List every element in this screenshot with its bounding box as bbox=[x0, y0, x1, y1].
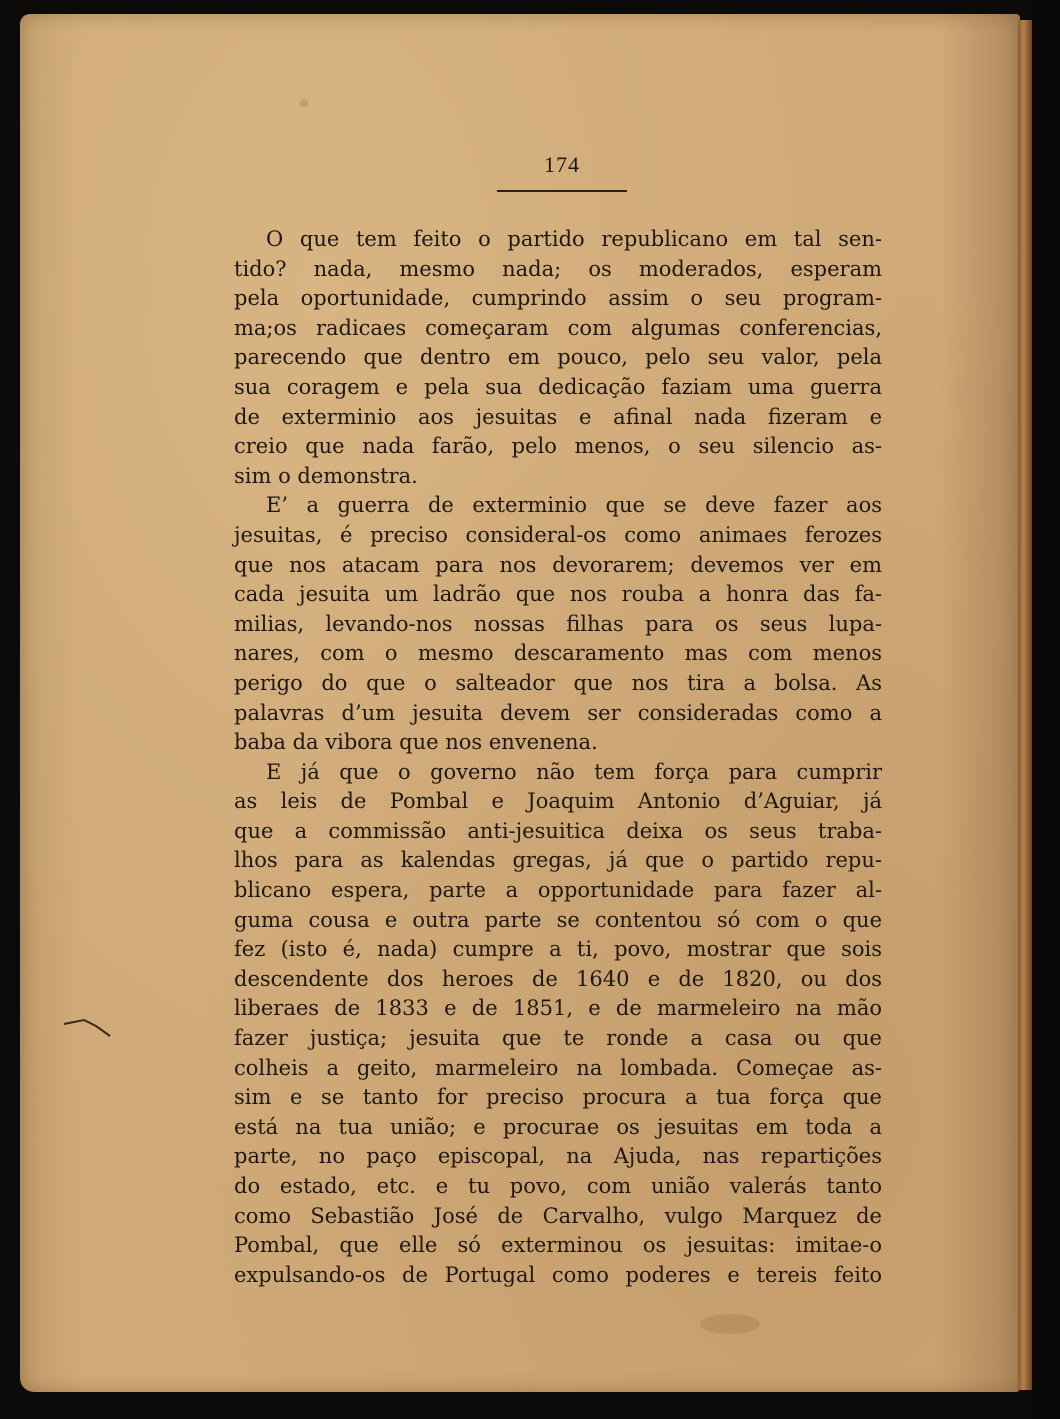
text-line: O que tem feito o partido republicano em tal sen- bbox=[266, 227, 882, 251]
book-spine bbox=[1018, 20, 1032, 1390]
body-text bbox=[234, 225, 882, 1290]
text-line: E’ a guerra de exterminio que se deve fazer aos bbox=[266, 493, 882, 518]
text-line: cada jesuita um ladrão que nos rouba a honra das fa- bbox=[234, 582, 882, 607]
text-line: baba da vibora que nos envenena. bbox=[234, 730, 598, 755]
text-line: descendente dos heroes de 1640 e de 1820, ou dos bbox=[234, 966, 882, 991]
text-line: creio que nada farão, pelo menos, o seu silencio as- bbox=[234, 434, 882, 459]
text-line: milias, levando-nos nossas filhas para os seus lupa- bbox=[234, 611, 882, 636]
text-line: fez (isto é, nada) cumpre a ti, povo, mostrar que sois bbox=[234, 937, 882, 962]
text-line: parte, no paço episcopal, na Ajuda, nas repartições bbox=[234, 1144, 882, 1169]
text-line: do estado, etc. e tu povo, com união valerás tanto bbox=[234, 1174, 882, 1198]
text-line: lhos para as kalendas gregas, já que o partido repu- bbox=[234, 848, 882, 873]
text-line: como Sebastião José de Carvalho, vulgo Marquez de bbox=[234, 1203, 882, 1228]
text-line: guma cousa e outra parte se contentou só com o que bbox=[234, 907, 882, 932]
margin-pencil-mark bbox=[62, 1012, 112, 1042]
header-rule bbox=[497, 190, 627, 192]
text-line: que a commissão anti-jesuitica deixa os seus traba- bbox=[234, 818, 882, 843]
text-line: que nos atacam para nos devorarem; devemos ver em bbox=[234, 552, 882, 577]
text-line: de exterminio aos jesuitas e afinal nada fizeram e bbox=[234, 404, 882, 429]
text-line: jesuitas, é preciso consideral-os como animaes ferozes bbox=[234, 522, 882, 547]
text-line: expulsando-os de Portugal como poderes e tereis feito bbox=[234, 1262, 882, 1287]
text-line: ma;os radicaes começaram com algumas conferencias, bbox=[234, 315, 882, 340]
text-line: as leis de Pombal e Joaquim Antonio d’Aguiar, já bbox=[234, 789, 882, 814]
text-line: está na tua união; e procurae os jesuitas em toda a bbox=[234, 1114, 882, 1139]
text-line: liberaes de 1833 e de 1851, e de marmeleiro na mão bbox=[234, 996, 882, 1021]
text-line: blicano espera, parte a opportunidade para fazer al- bbox=[234, 878, 882, 903]
text-line: perigo do que o salteador que nos tira a bolsa. As bbox=[234, 670, 882, 695]
paper-stain bbox=[300, 99, 308, 107]
paper-stain bbox=[700, 1314, 760, 1334]
text-line: sim o demonstra. bbox=[234, 463, 418, 488]
text-line: pela oportunidade, cumprindo assim o seu program- bbox=[234, 286, 882, 311]
book-edge bbox=[1032, 0, 1060, 1419]
text-line: Pombal, que elle só exterminou os jesuitas: imitae-o bbox=[234, 1233, 882, 1258]
text-line: parecendo que dentro em pouco, pelo seu valor, pela bbox=[234, 345, 882, 370]
text-line: E já que o governo não tem força para cumprir bbox=[266, 759, 882, 784]
text-line: fazer justiça; jesuita que te ronde a casa ou que bbox=[234, 1026, 882, 1051]
text-line: sim e se tanto for preciso procura a tua força que bbox=[234, 1085, 882, 1110]
text-line: palavras d’um jesuita devem ser consideradas como a bbox=[234, 700, 882, 725]
page-number: 174 bbox=[544, 152, 580, 177]
text-line: nares, com o mesmo descaramento mas com menos bbox=[234, 641, 882, 666]
text-line: tido? nada, mesmo nada; os moderados, esperam bbox=[234, 256, 882, 281]
text-line: sua coragem e pela sua dedicação faziam uma guerra bbox=[234, 374, 882, 399]
text-line: colheis a geito, marmeleiro na lombada. Começae as- bbox=[234, 1055, 882, 1080]
